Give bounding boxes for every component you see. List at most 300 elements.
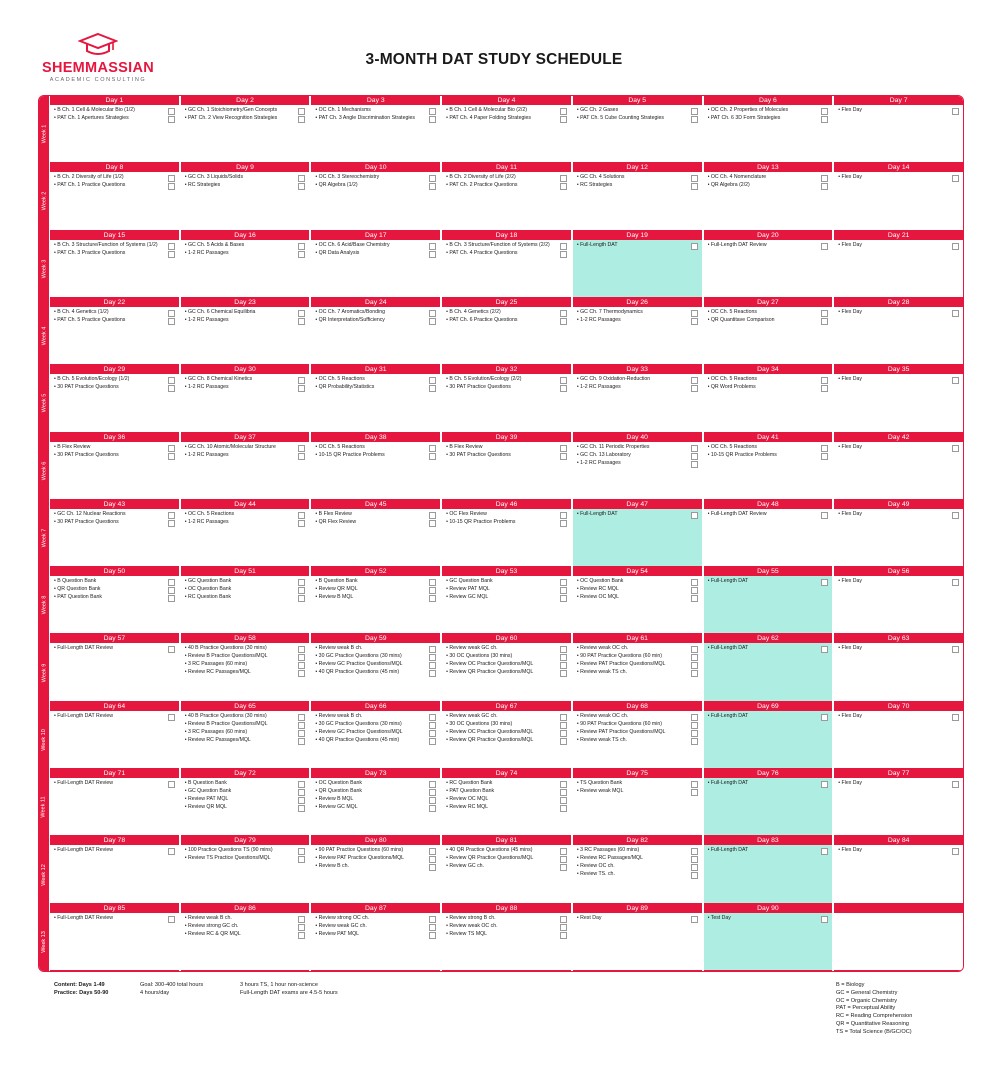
task-checkbox[interactable] — [691, 310, 698, 317]
task-checkbox[interactable] — [429, 932, 436, 939]
day-tasks — [704, 913, 833, 970]
day-header: Day 76 — [704, 769, 833, 778]
content-phase-label: Content: Days 1-49 — [54, 982, 105, 988]
task-checkbox[interactable] — [298, 587, 305, 594]
task-item — [185, 737, 308, 745]
task-checkbox[interactable] — [168, 595, 175, 602]
day-cell — [311, 96, 440, 163]
task-item — [446, 384, 569, 392]
task-checkbox[interactable] — [298, 595, 305, 602]
day-tasks — [181, 442, 310, 499]
day-cell — [704, 769, 833, 836]
task-checkbox[interactable] — [560, 805, 567, 812]
per-day-text: 4 hours/day — [140, 989, 170, 996]
task-checkbox[interactable] — [429, 243, 436, 250]
task-text: • B Ch. 5 Evolution/Ecology (1/2) — [54, 376, 130, 383]
task-checkbox[interactable] — [952, 714, 959, 721]
task-checkbox[interactable] — [429, 797, 436, 804]
task-item — [315, 594, 438, 602]
ts-note: 3 hours TS, 1 hour non-science — [240, 982, 318, 988]
task-checkbox[interactable] — [560, 916, 567, 923]
task-checkbox[interactable] — [821, 385, 828, 392]
day-cell — [704, 836, 833, 903]
task-checkbox[interactable] — [429, 856, 436, 863]
task-checkbox[interactable] — [560, 251, 567, 258]
task-checkbox[interactable] — [691, 738, 698, 745]
task-text: • Full-Length DAT — [707, 645, 749, 652]
task-checkbox[interactable] — [298, 377, 305, 384]
day-header: Day 34 — [704, 365, 833, 374]
task-checkbox[interactable] — [298, 116, 305, 123]
day-header: Day 88 — [442, 904, 571, 913]
task-checkbox[interactable] — [298, 183, 305, 190]
day-cell — [704, 298, 833, 365]
task-item — [708, 444, 831, 452]
task-checkbox[interactable] — [560, 864, 567, 871]
task-checkbox[interactable] — [560, 932, 567, 939]
task-text: • 1-2 RC Passages — [184, 316, 229, 323]
task-checkbox[interactable] — [168, 848, 175, 855]
task-text: • B Question Bank — [315, 578, 358, 585]
task-checkbox[interactable] — [560, 116, 567, 123]
task-checkbox[interactable] — [298, 670, 305, 677]
day-cell — [573, 163, 702, 230]
task-text: • Flex Day — [838, 780, 863, 787]
day-tasks — [442, 307, 571, 364]
task-checkbox[interactable] — [560, 646, 567, 653]
task-checkbox[interactable] — [691, 453, 698, 460]
day-cell — [442, 836, 571, 903]
task-text: • 1-2 RC Passages — [184, 451, 229, 458]
task-checkbox[interactable] — [821, 453, 828, 460]
task-checkbox[interactable] — [429, 848, 436, 855]
task-checkbox[interactable] — [691, 856, 698, 863]
task-checkbox[interactable] — [560, 183, 567, 190]
task-item — [577, 317, 700, 325]
task-item — [446, 713, 569, 721]
task-text: • Review PAT MQL — [315, 930, 360, 937]
week-label — [39, 509, 49, 567]
task-text: • Review strong B ch. — [446, 914, 496, 921]
task-checkbox[interactable] — [691, 243, 698, 250]
task-text: • Review weak B ch. — [315, 645, 363, 652]
task-text: • PAT Ch. 6 3D Form Strategies — [707, 115, 781, 121]
task-checkbox[interactable] — [691, 714, 698, 721]
task-checkbox[interactable] — [168, 781, 175, 788]
task-checkbox[interactable] — [298, 848, 305, 855]
day-cell — [704, 500, 833, 567]
task-text: • B Flex Review — [315, 510, 352, 517]
task-checkbox[interactable] — [168, 183, 175, 190]
task-checkbox[interactable] — [429, 714, 436, 721]
task-checkbox[interactable] — [821, 108, 828, 115]
task-text: • Review GC ch. — [446, 863, 484, 870]
day-header: Day 63 — [834, 634, 963, 643]
task-checkbox[interactable] — [429, 670, 436, 677]
task-checkbox[interactable] — [429, 116, 436, 123]
task-checkbox[interactable] — [952, 310, 959, 317]
task-checkbox[interactable] — [429, 579, 436, 586]
task-checkbox[interactable] — [298, 385, 305, 392]
task-checkbox[interactable] — [298, 108, 305, 115]
task-checkbox[interactable] — [429, 587, 436, 594]
task-checkbox[interactable] — [298, 805, 305, 812]
task-checkbox[interactable] — [429, 251, 436, 258]
task-checkbox[interactable] — [298, 512, 305, 519]
day-tasks — [704, 374, 833, 431]
task-checkbox[interactable] — [952, 243, 959, 250]
task-checkbox[interactable] — [298, 738, 305, 745]
day-header: Day 81 — [442, 836, 571, 845]
task-text: • 40 B Practice Questions (30 mins) — [184, 645, 267, 652]
task-checkbox[interactable] — [298, 789, 305, 796]
task-item — [315, 317, 438, 325]
day-cell — [50, 904, 179, 971]
task-item — [446, 653, 569, 661]
task-checkbox[interactable] — [691, 116, 698, 123]
task-checkbox[interactable] — [821, 445, 828, 452]
task-checkbox[interactable] — [168, 108, 175, 115]
day-cell — [573, 702, 702, 769]
task-checkbox[interactable] — [952, 646, 959, 653]
task-checkbox[interactable] — [952, 512, 959, 519]
task-checkbox[interactable] — [821, 646, 828, 653]
task-checkbox[interactable] — [298, 722, 305, 729]
task-checkbox[interactable] — [429, 662, 436, 669]
task-text: • B Flex Review — [54, 443, 91, 450]
task-item — [708, 645, 831, 653]
task-item — [577, 721, 700, 729]
task-checkbox[interactable] — [691, 781, 698, 788]
task-item — [446, 931, 569, 939]
task-checkbox[interactable] — [560, 595, 567, 602]
task-item — [315, 309, 438, 317]
task-checkbox[interactable] — [429, 789, 436, 796]
task-checkbox[interactable] — [429, 520, 436, 527]
task-checkbox[interactable] — [168, 318, 175, 325]
task-checkbox[interactable] — [560, 318, 567, 325]
task-checkbox[interactable] — [691, 579, 698, 586]
task-item — [315, 721, 438, 729]
task-checkbox[interactable] — [560, 714, 567, 721]
task-item — [838, 511, 961, 519]
day-cell — [834, 836, 963, 903]
task-text: • OC Question Bank — [315, 780, 362, 787]
task-checkbox[interactable] — [560, 108, 567, 115]
task-checkbox[interactable] — [429, 377, 436, 384]
task-checkbox[interactable] — [952, 579, 959, 586]
task-checkbox[interactable] — [298, 781, 305, 788]
task-checkbox[interactable] — [298, 662, 305, 669]
task-checkbox[interactable] — [168, 520, 175, 527]
task-checkbox[interactable] — [691, 183, 698, 190]
task-checkbox[interactable] — [691, 377, 698, 384]
task-item — [446, 309, 569, 317]
task-checkbox[interactable] — [560, 662, 567, 669]
task-text: • RC Strategies — [184, 182, 221, 189]
task-checkbox[interactable] — [429, 654, 436, 661]
task-text: • B Ch. 1 Cell & Molecular Bio (1/2) — [54, 107, 135, 113]
task-checkbox[interactable] — [691, 445, 698, 452]
task-checkbox[interactable] — [560, 797, 567, 804]
footer-phases — [54, 982, 108, 997]
task-checkbox[interactable] — [691, 730, 698, 737]
task-checkbox[interactable] — [429, 646, 436, 653]
task-checkbox[interactable] — [429, 781, 436, 788]
task-text: • 1-2 RC Passages — [184, 518, 229, 525]
task-checkbox[interactable] — [298, 243, 305, 250]
task-checkbox[interactable] — [821, 116, 828, 123]
task-text: • OC Flex Review — [446, 510, 487, 517]
task-checkbox[interactable] — [298, 646, 305, 653]
day-tasks — [311, 845, 440, 902]
task-text: • 1-2 RC Passages — [576, 459, 621, 466]
task-checkbox[interactable] — [691, 512, 698, 519]
task-checkbox[interactable] — [560, 738, 567, 745]
task-checkbox[interactable] — [560, 848, 567, 855]
task-checkbox[interactable] — [560, 377, 567, 384]
task-checkbox[interactable] — [691, 595, 698, 602]
day-tasks — [834, 240, 963, 297]
task-checkbox[interactable] — [429, 453, 436, 460]
day-cell — [50, 567, 179, 634]
task-checkbox[interactable] — [168, 646, 175, 653]
day-cell — [50, 365, 179, 432]
task-checkbox[interactable] — [298, 654, 305, 661]
task-checkbox[interactable] — [560, 310, 567, 317]
day-tasks — [181, 778, 310, 835]
task-checkbox[interactable] — [560, 243, 567, 250]
task-item — [315, 250, 438, 258]
day-cell — [311, 365, 440, 432]
task-checkbox[interactable] — [821, 579, 828, 586]
task-checkbox[interactable] — [429, 512, 436, 519]
task-checkbox[interactable] — [298, 730, 305, 737]
task-text: • PAT Ch. 3 Angle Discrimination Strategies — [315, 115, 415, 121]
task-checkbox[interactable] — [168, 445, 175, 452]
task-checkbox[interactable] — [691, 318, 698, 325]
task-checkbox[interactable] — [168, 512, 175, 519]
task-text: • 10-15 QR Practice Problems — [707, 451, 777, 458]
task-checkbox[interactable] — [168, 243, 175, 250]
task-checkbox[interactable] — [691, 108, 698, 115]
task-checkbox[interactable] — [168, 175, 175, 182]
task-checkbox[interactable] — [298, 916, 305, 923]
task-checkbox[interactable] — [952, 377, 959, 384]
task-checkbox[interactable] — [429, 805, 436, 812]
task-checkbox[interactable] — [298, 445, 305, 452]
task-checkbox[interactable] — [821, 377, 828, 384]
task-checkbox[interactable] — [429, 722, 436, 729]
task-checkbox[interactable] — [429, 385, 436, 392]
task-checkbox[interactable] — [168, 714, 175, 721]
task-item — [185, 115, 308, 123]
task-checkbox[interactable] — [298, 453, 305, 460]
task-checkbox[interactable] — [952, 445, 959, 452]
task-item — [315, 645, 438, 653]
task-checkbox[interactable] — [952, 781, 959, 788]
task-checkbox[interactable] — [168, 377, 175, 384]
day-tasks — [704, 711, 833, 768]
day-cell — [50, 836, 179, 903]
task-checkbox[interactable] — [298, 318, 305, 325]
task-text: • GC Ch. 6 Chemical Equilibria — [184, 308, 256, 315]
task-checkbox[interactable] — [298, 924, 305, 931]
task-text: • B Ch. 2 Diversity of Life (2/2) — [446, 174, 516, 181]
task-text: • PAT Ch. 3 Practice Questions — [54, 249, 126, 256]
task-checkbox[interactable] — [298, 251, 305, 258]
task-checkbox[interactable] — [691, 385, 698, 392]
task-checkbox[interactable] — [560, 520, 567, 527]
task-checkbox[interactable] — [298, 579, 305, 586]
task-checkbox[interactable] — [429, 310, 436, 317]
task-checkbox[interactable] — [560, 856, 567, 863]
task-text: • Review TS Practice Questions/MQL — [184, 855, 271, 862]
task-checkbox[interactable] — [691, 916, 698, 923]
task-checkbox[interactable] — [560, 385, 567, 392]
task-checkbox[interactable] — [821, 183, 828, 190]
task-checkbox[interactable] — [298, 175, 305, 182]
task-checkbox[interactable] — [168, 251, 175, 258]
task-checkbox[interactable] — [821, 714, 828, 721]
task-item — [577, 871, 700, 879]
task-checkbox[interactable] — [691, 872, 698, 879]
task-checkbox[interactable] — [429, 730, 436, 737]
task-checkbox[interactable] — [560, 512, 567, 519]
day-cell — [181, 500, 310, 567]
task-checkbox[interactable] — [168, 916, 175, 923]
task-checkbox[interactable] — [560, 587, 567, 594]
task-text: • OC Ch. 5 Reactions — [184, 510, 235, 517]
task-checkbox[interactable] — [952, 848, 959, 855]
task-checkbox[interactable] — [429, 108, 436, 115]
task-checkbox[interactable] — [560, 730, 567, 737]
task-checkbox[interactable] — [691, 175, 698, 182]
day-tasks — [704, 105, 833, 162]
day-tasks — [834, 172, 963, 229]
task-checkbox[interactable] — [952, 108, 959, 115]
day-header: Day 23 — [181, 298, 310, 307]
task-checkbox[interactable] — [821, 175, 828, 182]
task-text: • Review PAT MQL — [446, 586, 490, 593]
task-checkbox[interactable] — [560, 579, 567, 586]
task-checkbox[interactable] — [168, 385, 175, 392]
task-checkbox[interactable] — [168, 579, 175, 586]
task-checkbox[interactable] — [298, 932, 305, 939]
task-text: • QR Quantitave Comparison — [707, 316, 775, 323]
task-text: • Review strong GC ch. — [184, 922, 239, 929]
task-checkbox[interactable] — [560, 789, 567, 796]
task-checkbox[interactable] — [821, 512, 828, 519]
day-header: Day 59 — [311, 634, 440, 643]
week-label-text: Week 4 — [41, 326, 48, 346]
task-checkbox[interactable] — [691, 670, 698, 677]
week-label-text: Week 1 — [41, 124, 48, 144]
task-item — [446, 174, 569, 182]
task-checkbox[interactable] — [298, 797, 305, 804]
task-checkbox[interactable] — [560, 175, 567, 182]
day-header: Day 62 — [704, 634, 833, 643]
task-text: • 30 PAT Practice Questions — [54, 451, 119, 458]
task-checkbox[interactable] — [298, 714, 305, 721]
task-checkbox[interactable] — [691, 654, 698, 661]
day-tasks — [573, 576, 702, 633]
task-checkbox[interactable] — [821, 916, 828, 923]
task-text: • 30 OC Questions (30 mins) — [446, 720, 513, 727]
task-checkbox[interactable] — [691, 864, 698, 871]
task-checkbox[interactable] — [691, 461, 698, 468]
task-checkbox[interactable] — [691, 587, 698, 594]
task-checkbox[interactable] — [298, 520, 305, 527]
task-checkbox[interactable] — [429, 916, 436, 923]
task-checkbox[interactable] — [429, 924, 436, 931]
day-cell — [311, 634, 440, 701]
task-checkbox[interactable] — [429, 183, 436, 190]
task-checkbox[interactable] — [298, 310, 305, 317]
task-text: • QR Algebra (1/2) — [315, 182, 358, 189]
task-text: • QR Question Bank — [315, 788, 362, 795]
task-checkbox[interactable] — [560, 781, 567, 788]
task-checkbox[interactable] — [560, 445, 567, 452]
task-checkbox[interactable] — [691, 848, 698, 855]
task-item — [185, 242, 308, 250]
task-checkbox[interactable] — [691, 646, 698, 653]
task-checkbox[interactable] — [691, 662, 698, 669]
day-tasks — [834, 374, 963, 431]
task-checkbox[interactable] — [298, 856, 305, 863]
task-checkbox[interactable] — [429, 595, 436, 602]
task-text: • Review GC MQL — [446, 594, 489, 601]
task-checkbox[interactable] — [429, 445, 436, 452]
task-checkbox[interactable] — [168, 453, 175, 460]
day-tasks — [442, 913, 571, 970]
day-cell — [311, 231, 440, 298]
task-item — [315, 107, 438, 115]
task-checkbox[interactable] — [821, 310, 828, 317]
day-header: Day 14 — [834, 163, 963, 172]
task-checkbox[interactable] — [168, 587, 175, 594]
task-checkbox[interactable] — [560, 722, 567, 729]
task-checkbox[interactable] — [821, 318, 828, 325]
task-checkbox[interactable] — [168, 116, 175, 123]
task-checkbox[interactable] — [952, 175, 959, 182]
task-checkbox[interactable] — [168, 310, 175, 317]
task-checkbox[interactable] — [821, 243, 828, 250]
task-checkbox[interactable] — [560, 924, 567, 931]
task-checkbox[interactable] — [429, 175, 436, 182]
task-item — [708, 384, 831, 392]
task-checkbox[interactable] — [560, 654, 567, 661]
task-checkbox[interactable] — [429, 738, 436, 745]
task-checkbox[interactable] — [691, 789, 698, 796]
task-checkbox[interactable] — [691, 722, 698, 729]
task-item — [446, 847, 569, 855]
day-tasks — [50, 576, 179, 633]
task-item — [708, 376, 831, 384]
task-checkbox[interactable] — [821, 781, 828, 788]
task-text: • GC Ch. 1 Stoichiometry/Gen Concepts — [184, 107, 278, 113]
task-checkbox[interactable] — [560, 670, 567, 677]
week-label-text: Week 2 — [41, 192, 48, 211]
day-tasks — [181, 105, 310, 162]
task-checkbox[interactable] — [560, 453, 567, 460]
day-tasks — [50, 711, 179, 768]
task-checkbox[interactable] — [429, 864, 436, 871]
task-checkbox[interactable] — [429, 318, 436, 325]
task-text: • Full-Length DAT — [707, 712, 749, 719]
task-checkbox[interactable] — [821, 848, 828, 855]
task-item — [446, 586, 569, 594]
